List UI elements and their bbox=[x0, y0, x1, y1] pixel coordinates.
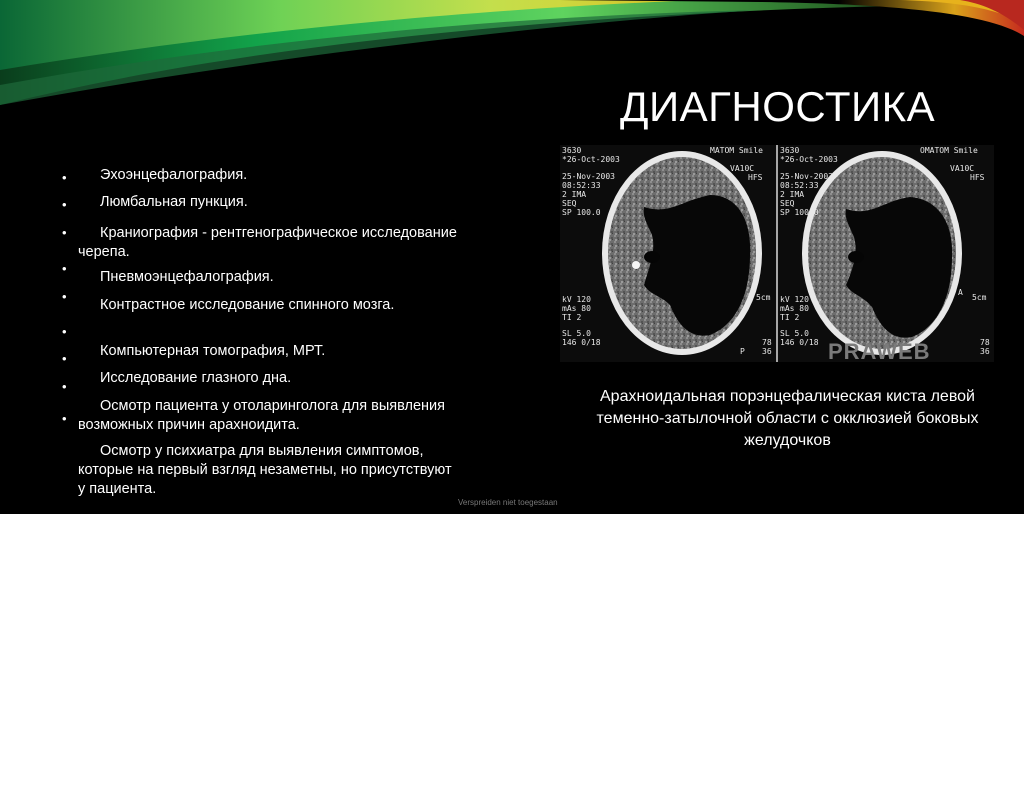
scan-label: P bbox=[740, 347, 745, 356]
scan-label: 5cm bbox=[972, 293, 987, 302]
scan-label: 08:52:33 bbox=[562, 181, 601, 190]
scan-label: A bbox=[958, 288, 963, 297]
scan-label: SP 100.0 bbox=[562, 208, 601, 217]
bullet-marker: • bbox=[62, 351, 67, 366]
scan-label: TI 2 bbox=[780, 313, 800, 322]
list-item: Эхоэнцефалография. bbox=[100, 167, 248, 183]
list-item: Пневмоэнцефалография. bbox=[100, 269, 274, 285]
slide-title: ДИАГНОСТИКА bbox=[620, 83, 936, 130]
scan-label: *26-Oct-2003 bbox=[780, 155, 838, 164]
scan-label: mAs 80 bbox=[562, 304, 591, 313]
scan-label: SEQ bbox=[562, 199, 577, 208]
scan-label: OMATOM Smile bbox=[920, 146, 978, 155]
scan-label: 25-Nov-2003 bbox=[562, 172, 615, 181]
scan-label: SP 100.0 bbox=[780, 208, 819, 217]
bullet-marker: • bbox=[62, 324, 67, 339]
bullet-marker: • bbox=[62, 289, 67, 304]
watermark-text: Verspreiden niet toegestaan bbox=[458, 498, 558, 507]
scan-label: 78 bbox=[762, 338, 772, 347]
scan-label: 36 bbox=[980, 347, 990, 356]
list-item: Осмотр у психиатра для выявления симптомов, которые на первый взгляд незаметны, но присутствуют у пациента. bbox=[78, 443, 452, 497]
scan-label: SL 5.0 bbox=[780, 329, 809, 338]
scan-label: 3630 bbox=[562, 146, 582, 155]
scan-label: 5cm bbox=[756, 293, 771, 302]
scan-label: 146 0/18 bbox=[780, 338, 819, 347]
bullet-marker: • bbox=[62, 225, 67, 240]
scan-label: VA10C bbox=[950, 164, 975, 173]
scan-label: kV 120 bbox=[562, 295, 591, 304]
scan-label: 2 IMA bbox=[562, 190, 587, 199]
scan-label: 2 IMA bbox=[780, 190, 805, 199]
bullet-marker: • bbox=[62, 170, 67, 185]
bullet-marker: • bbox=[62, 379, 67, 394]
scan-label: *26-Oct-2003 bbox=[562, 155, 620, 164]
list-item: Краниография - рентгенографическое исследование черепа. bbox=[78, 225, 457, 260]
scan-label: SEQ bbox=[780, 199, 795, 208]
list-item: Осмотр пациента у отоларинголога для выявления возможных причин арахноидита. bbox=[78, 398, 445, 433]
bullet-marker: • bbox=[62, 261, 67, 276]
scan-label: HFS bbox=[748, 173, 763, 182]
scan-label: 146 0/18 bbox=[562, 338, 601, 347]
scan-label: 25-Nov-2003 bbox=[780, 172, 833, 181]
scan-label: 08:52:33 bbox=[780, 181, 819, 190]
bullet-marker: • bbox=[62, 197, 67, 212]
list-item: Люмбальная пункция. bbox=[100, 194, 248, 210]
scan-label: MATOM Smile bbox=[710, 146, 763, 155]
scan-label: 78 bbox=[980, 338, 990, 347]
list-item: Компьютерная томография, МРТ. bbox=[100, 343, 326, 359]
scan-label: TI 2 bbox=[562, 313, 582, 322]
scan-label: kV 120 bbox=[780, 295, 809, 304]
image-caption: Арахноидальная порэнцефалическая киста левой теменно-затылочной области с окклюзией боковых желудочков bbox=[596, 388, 979, 449]
scan-label: mAs 80 bbox=[780, 304, 809, 313]
ct-scan-image bbox=[560, 145, 994, 362]
scan-watermark-mark: PRAWEB bbox=[828, 339, 931, 362]
list-item: Исследование глазного дна. bbox=[100, 370, 292, 386]
scan-label: SL 5.0 bbox=[562, 329, 591, 338]
scan-label: 3630 bbox=[780, 146, 800, 155]
scan-label: HFS bbox=[970, 173, 985, 182]
list-item: Контрастное исследование спинного мозга. bbox=[100, 297, 395, 313]
scan-label: 36 bbox=[762, 347, 772, 356]
bullet-marker: • bbox=[62, 411, 67, 426]
scan-label: VA10C bbox=[730, 164, 755, 173]
